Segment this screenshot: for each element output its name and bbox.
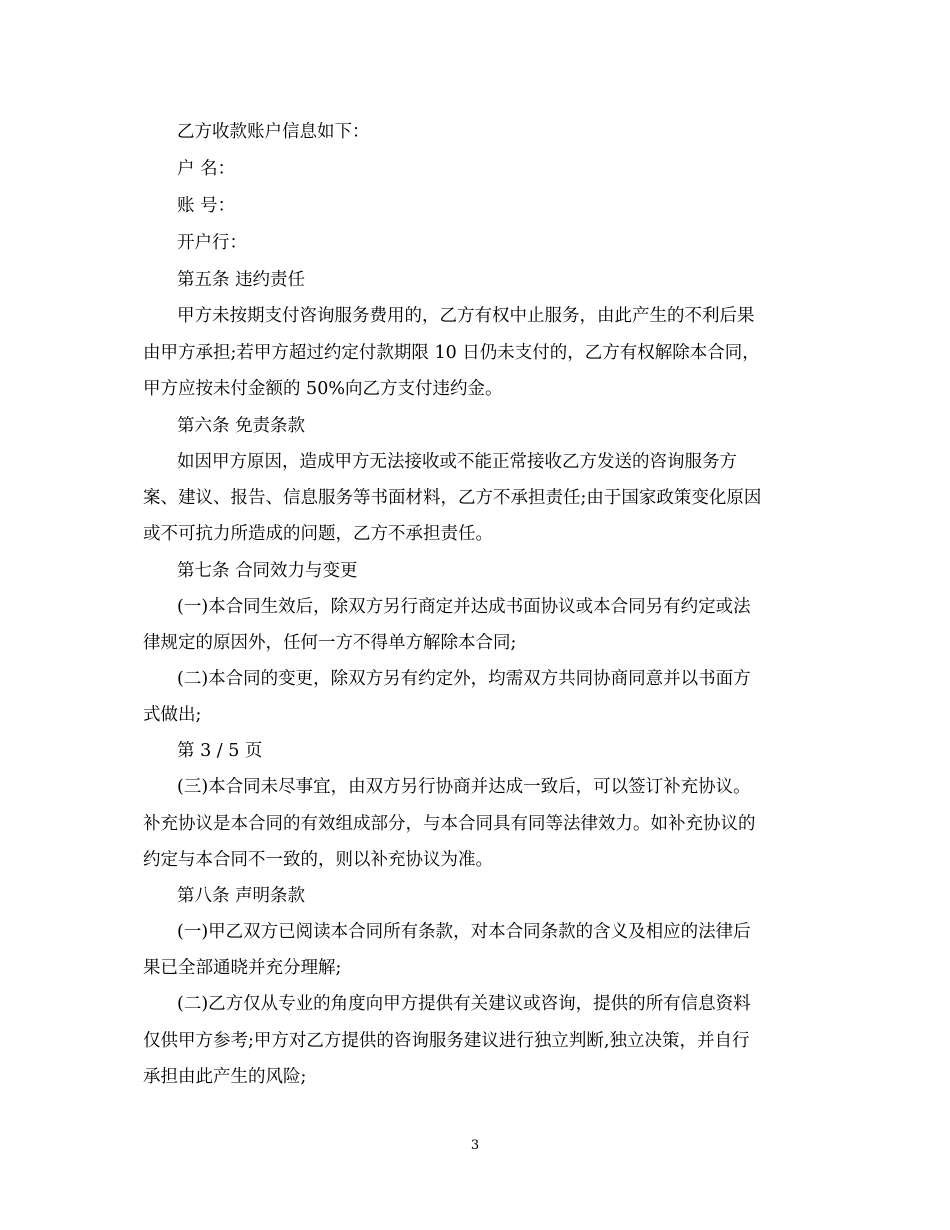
- article-7-clause-3-line: 补充协议是本合同的有效组成部分，与本合同具有同等法律效力。如补充协议的: [143, 814, 756, 834]
- article-7-clause-1-line: (一)本合同生效后，除双方另行商定并达成书面协议或本合同另有约定或法: [177, 597, 751, 617]
- article-5-text-line: 甲方未按期支付咨询服务费用的，乙方有权中止服务，由此产生的不利后果: [177, 306, 755, 326]
- account-number-label: 账 号：: [177, 196, 236, 216]
- article-6-text-line: 如因甲方原因，造成甲方无法接收或不能正常接收乙方发送的咨询服务方: [177, 452, 737, 472]
- article-7-clause-1-line: 律规定的原因外，任何一方不得单方解除本合同;: [143, 633, 517, 653]
- article-5-text-line: 甲方应按未付金额的 50%向乙方支付违约金。: [143, 379, 503, 399]
- article-7-clause-2-line: 式做出;: [143, 705, 202, 725]
- article-7-clause-3-line: (三)本合同未尽事宜，由双方另行协商并达成一致后，可以签订补充协议。: [177, 777, 751, 797]
- account-info-intro: 乙方收款账户信息如下：: [177, 122, 370, 142]
- article-5-heading: 第五条 违约责任: [177, 270, 306, 290]
- account-name-label: 户 名：: [177, 159, 236, 179]
- article-6-text-line: 或不可抗力所造成的问题，乙方不承担责任。: [143, 524, 493, 544]
- inline-page-marker: 第 3 / 5 页: [177, 741, 263, 761]
- article-7-heading: 第七条 合同效力与变更: [177, 561, 358, 581]
- article-8-heading: 第八条 声明条款: [177, 886, 306, 906]
- article-5-text-line: 由甲方承担;若甲方超过约定付款期限 10 日仍未支付的，乙方有权解除本合同，: [143, 343, 760, 363]
- article-6-text-line: 案、建议、报告、信息服务等书面材料，乙方不承担责任;由于国家政策变化原因: [143, 488, 762, 508]
- article-7-clause-2-line: (二)本合同的变更，除双方另有约定外，均需双方共同协商同意并以书面方: [177, 669, 751, 689]
- article-8-clause-1-line: 果已全部通晓并充分理解;: [143, 958, 342, 978]
- page-number: 3: [470, 1138, 480, 1153]
- article-8-clause-1-line: (一)甲乙双方已阅读本合同所有条款，对本合同条款的含义及相应的法律后: [177, 922, 751, 942]
- article-7-clause-3-line: 约定与本合同不一致的，则以补充协议为准。: [143, 850, 493, 870]
- article-8-clause-2-line: (二)乙方仅从专业的角度向甲方提供有关建议或咨询，提供的所有信息资料: [177, 994, 751, 1014]
- bank-label: 开户行：: [177, 233, 247, 253]
- article-8-clause-2-line: 承担由此产生的风险;: [143, 1067, 307, 1087]
- article-6-heading: 第六条 免责条款: [177, 416, 306, 436]
- article-8-clause-2-line: 仅供甲方参考;甲方对乙方提供的咨询服务建议进行独立判断,独立决策，并自行: [143, 1031, 750, 1051]
